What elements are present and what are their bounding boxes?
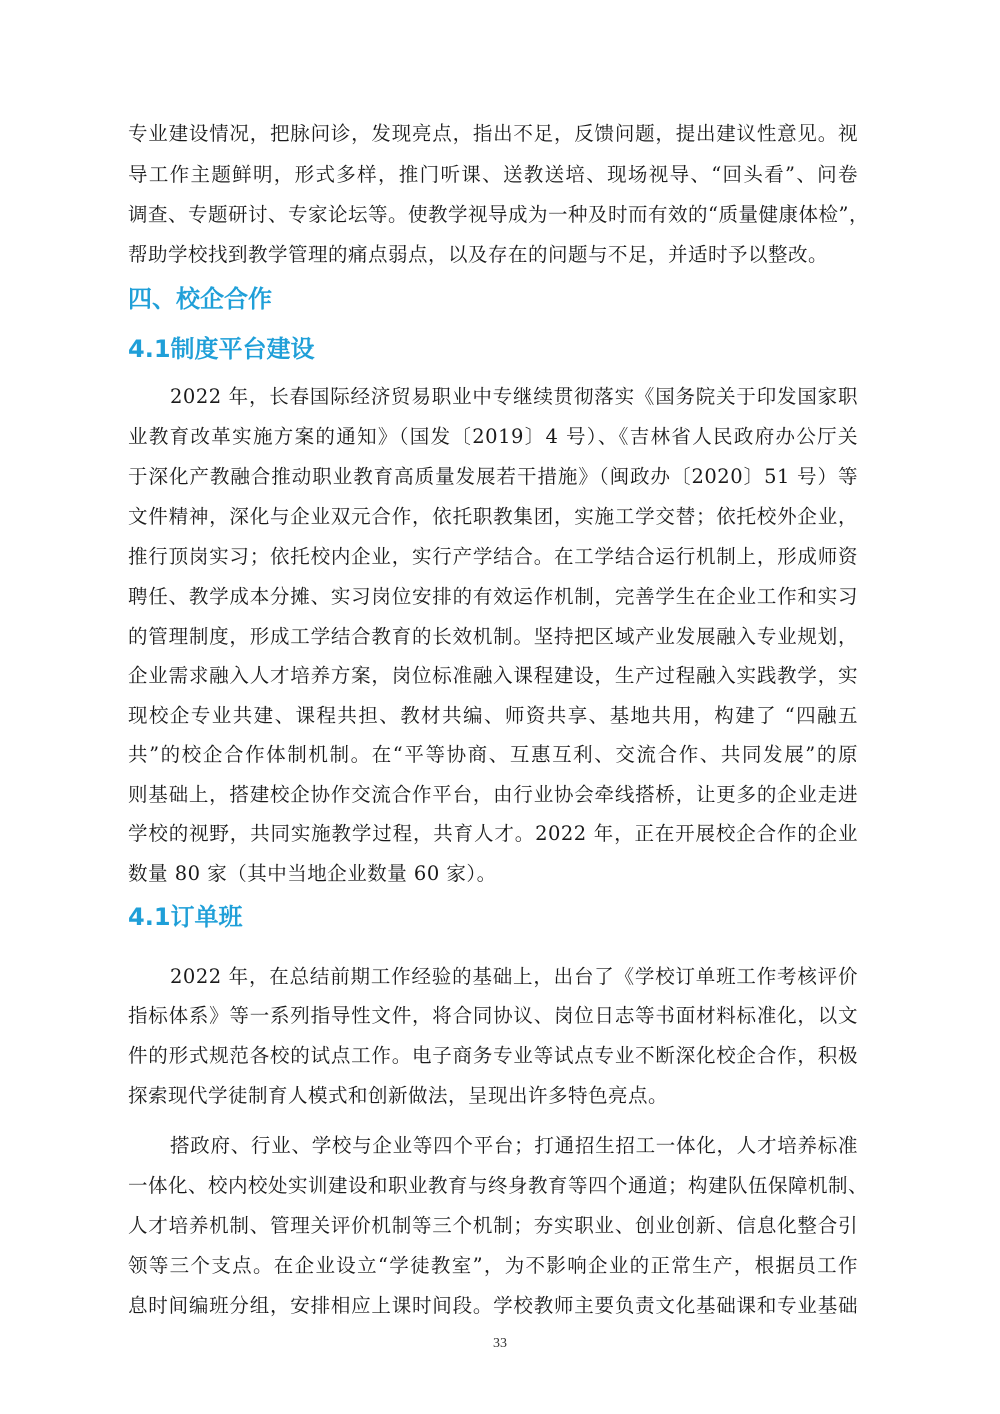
paragraph-line: 一体化、校内校处实训建设和职业教育与终身教育等四个通道；构建队伍保障机制、 xyxy=(128,1174,869,1197)
paragraph-line: 息时间编班分组，安排相应上课时间段。学校教师主要负责文化基础课和专业基础 xyxy=(128,1294,858,1317)
page-number: 33 xyxy=(493,1336,507,1351)
paragraph-line: 导工作主题鲜明，形式多样，推门听课、送教送培、现场视导、“回头看”、问卷 xyxy=(128,163,858,186)
paragraph-line: 探索现代学徒制育人模式和创新做法，呈现出许多特色亮点。 xyxy=(128,1084,669,1107)
paragraph-line: 帮助学校找到教学管理的痛点弱点，以及存在的问题与不足，并适时予以整改。 xyxy=(128,243,829,266)
paragraph-line: 的管理制度，形成工学结合教育的长效机制。坚持把区域产业发展融入专业规划， xyxy=(128,625,858,648)
paragraph-line: 推行顶岗实习；依托校内企业，实行产学结合。在工学结合运行机制上，形成师资 xyxy=(128,545,858,568)
paragraph-line: 文件精神，深化与企业双元合作，依托职教集团，实施工学交替；依托校外企业， xyxy=(128,505,858,528)
paragraph-line: 调查、专题研讨、专家论坛等。使教学视导成为一种及时而有效的“质量健康体检”， xyxy=(128,203,869,226)
paragraph-line: 数量 80 家（其中当地企业数量 60 家）。 xyxy=(128,862,497,885)
subsection-heading: 4.1订单班 xyxy=(128,903,243,931)
paragraph-line: 件的形式规范各校的试点工作。电子商务专业等试点专业不断深化校企合作，积极 xyxy=(128,1044,858,1067)
section-heading: 四、校企合作 xyxy=(128,285,272,313)
paragraph-line: 则基础上，搭建校企协作交流合作平台，由行业协会牵线搭桥，让更多的企业走进 xyxy=(128,783,858,806)
paragraph-line: 专业建设情况，把脉问诊，发现亮点，指出不足，反馈问题，提出建议性意见。视 xyxy=(128,122,858,145)
paragraph-line: 指标体系》等一系列指导性文件，将合同协议、岗位日志等书面材料标准化，以文 xyxy=(128,1004,858,1027)
paragraph-line: 聘任、教学成本分摊、实习岗位安排的有效运作机制，完善学生在企业工作和实习 xyxy=(128,585,858,608)
paragraph-line: 人才培养机制、管理关评价机制等三个机制；夯实职业、创业创新、信息化整合引 xyxy=(128,1214,858,1237)
paragraph-line: 学校的视野，共同实施教学过程，共育人才。2022 年，正在开展校企合作的企业 xyxy=(128,822,858,845)
paragraph-line: 2022 年，在总结前期工作经验的基础上，出台了《学校订单班工作考核评价 xyxy=(170,965,858,988)
subsection-heading: 4.1制度平台建设 xyxy=(128,335,315,363)
paragraph-line: 业教育改革实施方案的通知》（国发〔2019〕4 号）、《吉林省人民政府办公厅关 xyxy=(128,425,858,448)
paragraph-line: 企业需求融入人才培养方案，岗位标准融入课程建设，生产过程融入实践教学，实 xyxy=(128,664,858,687)
paragraph-line: 于深化产教融合推动职业教育高质量发展若干措施》（闽政办〔2020〕51 号）等 xyxy=(128,465,858,488)
paragraph-line: 领等三个支点。在企业设立“学徒教室”，为不影响企业的正常生产，根据员工作 xyxy=(128,1254,858,1277)
paragraph-line: 2022 年，长春国际经济贸易职业中专继续贯彻落实《国务院关于印发国家职 xyxy=(170,385,858,408)
paragraph-line: 现校企专业共建、课程共担、教材共编、师资共享、基地共用，构建了 “四融五 xyxy=(128,704,858,727)
paragraph-line: 共”的校企合作体制机制。在“平等协商、互惠互利、交流合作、共同发展”的原 xyxy=(128,743,858,766)
paragraph-line: 搭政府、行业、学校与企业等四个平台；打通招生招工一体化，人才培养标准 xyxy=(170,1134,858,1157)
